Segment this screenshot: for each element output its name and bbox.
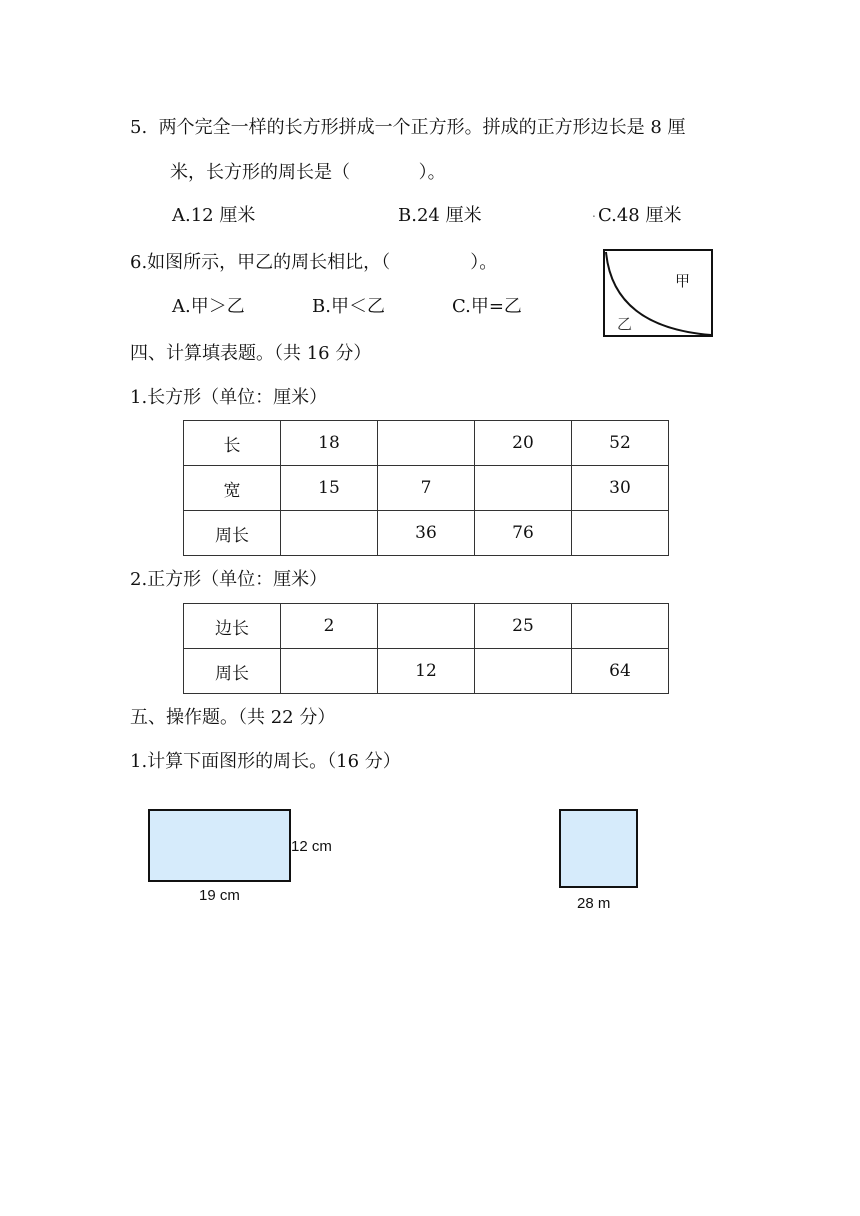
table-cell: 7 (378, 466, 475, 511)
table-cell: 宽 (184, 466, 281, 511)
q5-line1: 5. 两个完全一样的长方形拼成一个正方形。拼成的正方形边长是 8 厘 (130, 117, 686, 138)
table-cell: 12 (378, 649, 475, 694)
table-cell (475, 466, 572, 511)
q6-figure (603, 249, 713, 337)
table-cell: 周长 (184, 649, 281, 694)
q5-option-c: C.48 厘米 (598, 205, 682, 226)
table-cell: 64 (572, 649, 669, 694)
square-side-label: 28 m (577, 895, 611, 912)
table-cell: 25 (475, 604, 572, 649)
table-row (184, 649, 669, 694)
table1-caption: 1.长方形（单位：厘米） (130, 387, 328, 408)
square-figure (559, 809, 638, 888)
rectangle-height-label: 12 cm (291, 838, 332, 855)
q5-dot: . (592, 206, 596, 220)
q6-stem: 6.如图所示，甲乙的周长相比，（ ）。 (130, 252, 498, 273)
table-cell: 36 (378, 511, 475, 556)
table-cell: 18 (281, 421, 378, 466)
q5-line2: 米，长方形的周长是（ ）。 (170, 162, 446, 183)
q5-option-a: A.12 厘米 (172, 205, 256, 226)
table-cell: 边长 (184, 604, 281, 649)
table-row (184, 421, 669, 466)
q6-option-b: B.甲＜乙 (312, 296, 385, 317)
table-cell (378, 421, 475, 466)
section5-heading: 五、操作题。（共 22 分） (130, 707, 336, 728)
table-cell: 76 (475, 511, 572, 556)
table-cell: 15 (281, 466, 378, 511)
table-cell: 30 (572, 466, 669, 511)
table-row (184, 466, 669, 511)
q6-option-c: C.甲=乙 (452, 296, 522, 317)
rectangle-width-label: 19 cm (199, 887, 240, 904)
table-cell (281, 511, 378, 556)
table-cell: 周长 (184, 511, 281, 556)
q6-label-jia: 甲 (675, 273, 691, 290)
table-cell (475, 649, 572, 694)
table2-caption: 2.正方形（单位：厘米） (130, 569, 328, 590)
table-cell (378, 604, 475, 649)
square-table (183, 603, 669, 694)
table-cell: 长 (184, 421, 281, 466)
section4-heading: 四、计算填表题。（共 16 分） (130, 343, 372, 364)
section5-q1: 1.计算下面图形的周长。（16 分） (130, 751, 401, 772)
q5-option-b: B.24 厘米 (398, 205, 482, 226)
table-row (184, 511, 669, 556)
table-cell: 20 (475, 421, 572, 466)
table-cell (572, 604, 669, 649)
rectangle-table (183, 420, 669, 556)
table-cell (572, 511, 669, 556)
rectangle-figure (148, 809, 291, 882)
table-cell (281, 649, 378, 694)
table-row (184, 604, 669, 649)
q6-option-a: A.甲＞乙 (172, 296, 245, 317)
table-cell: 52 (572, 421, 669, 466)
table-cell: 2 (281, 604, 378, 649)
q6-label-yi: 乙 (617, 316, 633, 333)
